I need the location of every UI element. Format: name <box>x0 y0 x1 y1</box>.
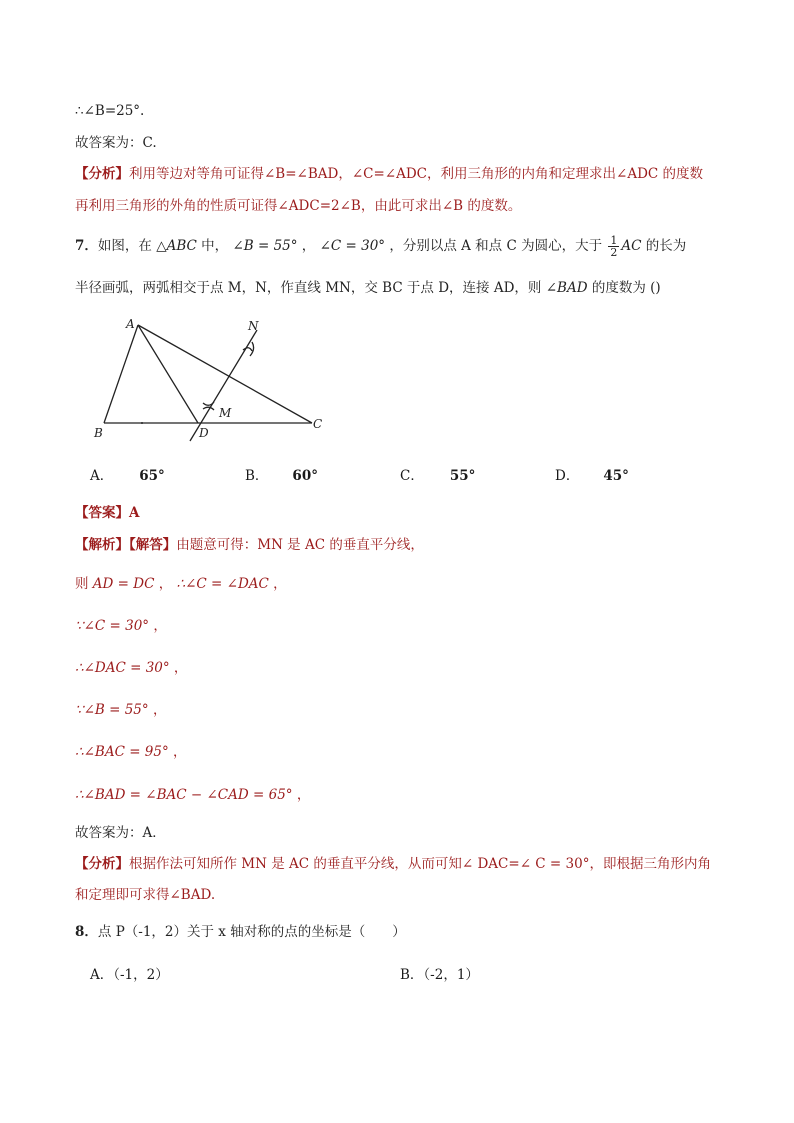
option-letter: C． <box>400 468 424 484</box>
q7-step-4 <box>75 700 166 720</box>
q7-angle-b: ∠B = 55° <box>232 238 298 254</box>
q7-final-answer: 故答案为：A． <box>75 825 166 841</box>
q7-solution-tag: 【解析】【解答】 <box>75 537 177 553</box>
q7-step-1 <box>75 574 287 594</box>
q7-stem-text: 的长为 <box>641 238 687 254</box>
q7-step-3 <box>75 658 187 678</box>
q6-analysis-tag: 【分析】 <box>75 166 129 182</box>
q7-analysis-line2: 和定理即可求得∠BAD. <box>75 887 216 903</box>
option-letter: D． <box>555 468 580 484</box>
label-n: N <box>248 319 259 333</box>
step-suffix: ， <box>168 744 187 760</box>
q7-frac-den: 2 <box>610 246 618 259</box>
q7-step-6 <box>75 785 310 805</box>
step-math: AD = DC <box>92 576 155 592</box>
label-c: C <box>313 417 323 431</box>
step-suffix: ， <box>149 618 167 634</box>
q7-stem-text: 中， <box>196 238 233 254</box>
step-math: ∴∠DAC = 30° <box>75 660 170 676</box>
option-value: 45° <box>603 468 629 484</box>
q7-option-c[interactable] <box>400 466 475 486</box>
q6-answer: 故答案为：C. <box>75 135 157 151</box>
step-suffix: ， <box>268 576 287 592</box>
q7-stem-text: 半径画弧，两弧相交于点 M，N，作直线 MN，交 BC 于点 D，连接 AD，则 <box>75 280 546 296</box>
option-letter: B． <box>245 468 269 484</box>
option-value: （-1，2） <box>113 967 169 983</box>
q7-step-2 <box>75 616 167 636</box>
label-m: M <box>219 406 232 420</box>
q8-stem-text: 点 P（-1，2）关于 x 轴对称的点的坐标是（ ） <box>97 924 406 940</box>
option-value: 55° <box>449 468 476 484</box>
step-mid: ， <box>154 576 177 592</box>
q7-stem-text: ， <box>297 238 320 254</box>
q7-solution-text: 由题意可得：MN 是 AC 的垂直平分线， <box>176 537 424 553</box>
option-letter: A． <box>90 967 114 983</box>
step-suffix: ， <box>148 702 167 718</box>
label-b: B <box>94 426 103 440</box>
q7-analysis-text1: 根据作法可知所作 MN 是 AC 的垂直平分线，从而可知∠ DAC=∠ C = 30°，即根据三角形内角 <box>129 856 711 872</box>
q8-stem <box>75 922 406 942</box>
q7-ac: AC <box>621 238 642 254</box>
q7-frac-num: 1 <box>610 234 618 247</box>
q7-step-5 <box>75 742 187 762</box>
q7-angle-bad: ∠BAD <box>545 280 588 296</box>
q8-option-b[interactable] <box>400 965 479 985</box>
q6-analysis-line2: 再利用三角形的外角的性质可证得∠ADC=2∠B，由此可求出∠B 的度数。 <box>75 198 522 214</box>
q7-stem-text: 如图，在 <box>97 238 157 254</box>
q7-stem-text: 的度数为 () <box>587 280 661 296</box>
q7-option-b[interactable] <box>245 466 318 486</box>
q8-option-a[interactable] <box>90 965 169 985</box>
step-math: ∴∠BAC = 95° <box>75 744 169 760</box>
q7-option-a[interactable] <box>90 466 165 486</box>
step-math: ∵∠B = 55° <box>75 702 149 718</box>
step-suffix: ， <box>292 787 311 803</box>
q6-conclusion: ∴∠B=25°. <box>75 103 145 119</box>
segment-ad <box>138 325 198 423</box>
segment-ab <box>104 325 138 423</box>
q8-number: 8． <box>75 924 98 940</box>
step-math: ∵∠C = 30° <box>75 618 150 634</box>
line-mn <box>190 330 257 441</box>
option-value: 60° <box>292 468 318 484</box>
tick-mark <box>141 422 143 424</box>
option-value: 65° <box>139 468 165 484</box>
step-math: ∴∠BAD = ∠BAC − ∠CAD = 65° <box>75 787 293 803</box>
q7-analysis-tag: 【分析】 <box>75 856 129 872</box>
q7-triangle: △ABC <box>156 238 197 254</box>
step-math2: ∴∠C = ∠DAC <box>176 576 269 592</box>
q7-number: 7． <box>75 238 98 254</box>
q7-answer: 【答案】A <box>75 505 140 521</box>
q7-analysis-line1 <box>75 854 711 874</box>
q7-angle-c: ∠C = 30° <box>319 238 386 254</box>
step-prefix: 则 <box>75 576 93 592</box>
q7-solution-intro <box>75 535 424 555</box>
q7-option-d[interactable] <box>555 466 629 486</box>
q7-stem-text: ，分别以点 A 和点 C 为圆心，大于 <box>385 238 607 254</box>
step-suffix: ， <box>169 660 188 676</box>
option-value: （-2，1） <box>423 967 479 983</box>
q6-analysis-text1: 利用等边对等角可证得∠B=∠BAD，∠C=∠ADC，利用三角形的内角和定理求出∠ADC 的度数 <box>129 166 704 182</box>
option-letter: B． <box>400 967 424 983</box>
option-letter: A． <box>90 468 114 484</box>
label-a: A <box>126 317 135 331</box>
label-d: D <box>199 426 209 440</box>
